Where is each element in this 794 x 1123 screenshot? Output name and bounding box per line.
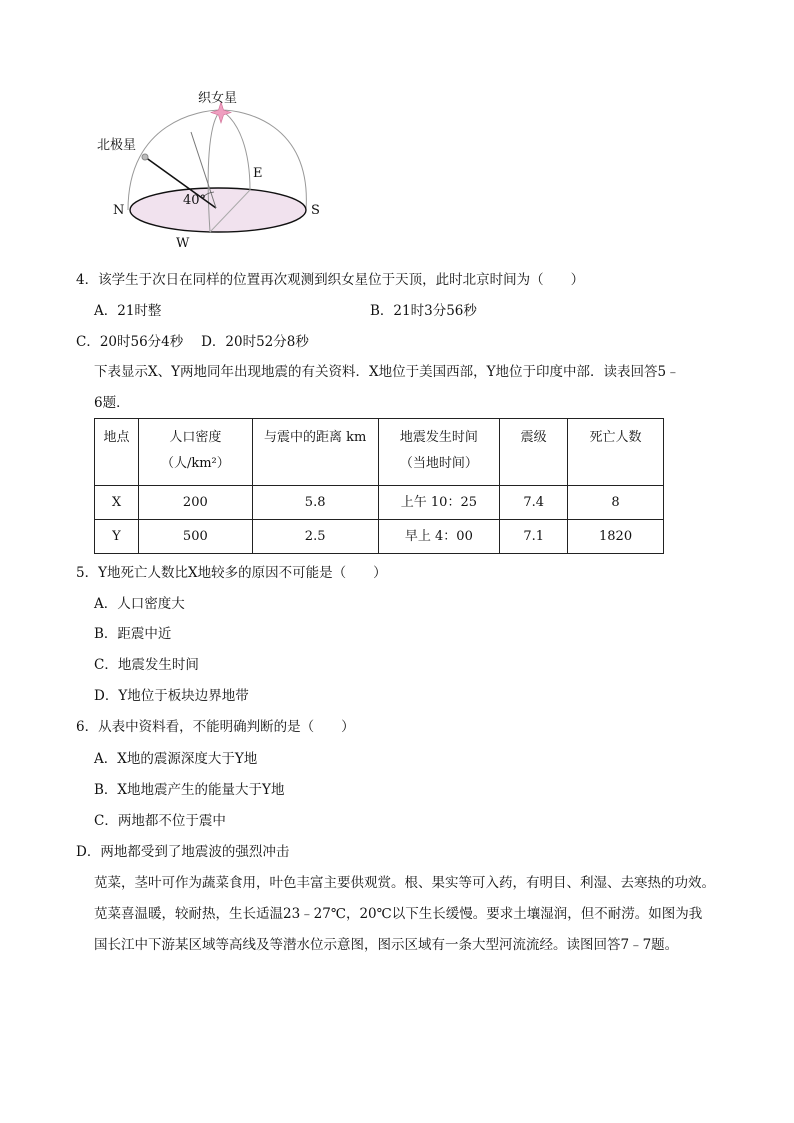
- header-density-line1: 人口密度: [169, 430, 222, 445]
- west-label: W: [176, 236, 190, 251]
- cell-magnitude: 7.1: [500, 520, 568, 554]
- q5-option-c: C．地震发生时间: [94, 657, 199, 673]
- q6-option-d: D．两地都受到了地震波的强烈冲击: [76, 844, 290, 860]
- cell-time: 早上 4：00: [378, 520, 500, 554]
- header-time-line1: 地震发生时间: [399, 430, 478, 445]
- cell-distance: 5.8: [252, 486, 378, 520]
- passage-line3: 国长江中下游某区域等高线及等潜水位示意图，图示区域有一条大型河流流经。读图回答7﹣7题。: [94, 937, 679, 953]
- horizon-plane: [130, 188, 306, 232]
- cell-place: X: [95, 486, 139, 520]
- passage-line2: 苋菜喜温暖，较耐热，生长适温23﹣27℃，20℃以下生长缓慢。要求土壤湿润，但不耐涝。如图为我: [94, 906, 703, 922]
- q5-option-b: B．距震中近: [94, 626, 172, 642]
- cell-place: Y: [95, 520, 139, 554]
- header-time: [378, 419, 500, 486]
- cell-deaths: 8: [568, 486, 664, 520]
- vega-label: 织女星: [198, 91, 238, 106]
- header-deaths: 死亡人数: [568, 419, 664, 486]
- cell-magnitude: 7.4: [500, 486, 568, 520]
- table-intro-line1: 下表显示X、Y两地同年出现地震的有关资料．X地位于美国西部，Y地位于印度中部．读表回答5﹣: [94, 364, 680, 380]
- table-row: [95, 486, 664, 520]
- q5-stem: 5．Y地死亡人数比X地较多的原因不可能是（ ）: [76, 565, 387, 581]
- celestial-sphere-diagram: [90, 82, 330, 252]
- q4-option-b: B．21时3分56秒: [370, 303, 477, 319]
- cell-distance: 2.5: [252, 520, 378, 554]
- polaris-label: 北极星: [97, 138, 137, 153]
- cell-density: 200: [138, 486, 252, 520]
- q4-option-a: A．21时整: [94, 303, 162, 319]
- table-row: [95, 520, 664, 554]
- q5-option-d: D．Y地位于板块边界地带: [94, 688, 249, 704]
- east-arc: [221, 110, 250, 190]
- south-label: S: [311, 203, 320, 218]
- passage-line1: 苋菜，茎叶可作为蔬菜食用，叶色丰富主要供观赏。根、果实等可入药，有明目、利湿、去寒热的功效。: [94, 875, 715, 891]
- q6-option-b: B．X地地震产生的能量大于Y地: [94, 782, 285, 798]
- cell-time: 上午 10：25: [378, 486, 500, 520]
- table-intro-line2: 6题．: [94, 395, 130, 411]
- q4-option-c-d: C．20时56分4秒 D．20时52分8秒: [76, 334, 309, 350]
- q6-option-a: A．X地的震源深度大于Y地: [94, 751, 258, 767]
- header-density: [138, 419, 252, 486]
- north-label: N: [113, 203, 125, 218]
- header-distance: 与震中的距离 km: [252, 419, 378, 486]
- q4-stem: 4．该学生于次日在同样的位置再次观测到织女星位于天顶，此时北京时间为（ ）: [76, 272, 585, 288]
- q5-option-a: A．人口密度大: [94, 596, 185, 612]
- cell-deaths: 1820: [568, 520, 664, 554]
- header-density-line2: （人/km²）: [160, 456, 230, 471]
- header-magnitude: 震级: [500, 419, 568, 486]
- earthquake-table: [94, 418, 664, 554]
- angle-label: 40°: [183, 193, 207, 208]
- polaris-star-icon: [142, 154, 148, 160]
- header-time-line2: （当地时间）: [399, 456, 478, 471]
- cell-density: 500: [138, 520, 252, 554]
- q6-stem: 6．从表中资料看，不能明确判断的是（ ）: [76, 719, 355, 735]
- east-label: E: [253, 166, 263, 181]
- q6-option-c: C．两地都不位于震中: [94, 813, 226, 829]
- table-header-row: [95, 419, 664, 486]
- header-place: 地点: [95, 419, 139, 486]
